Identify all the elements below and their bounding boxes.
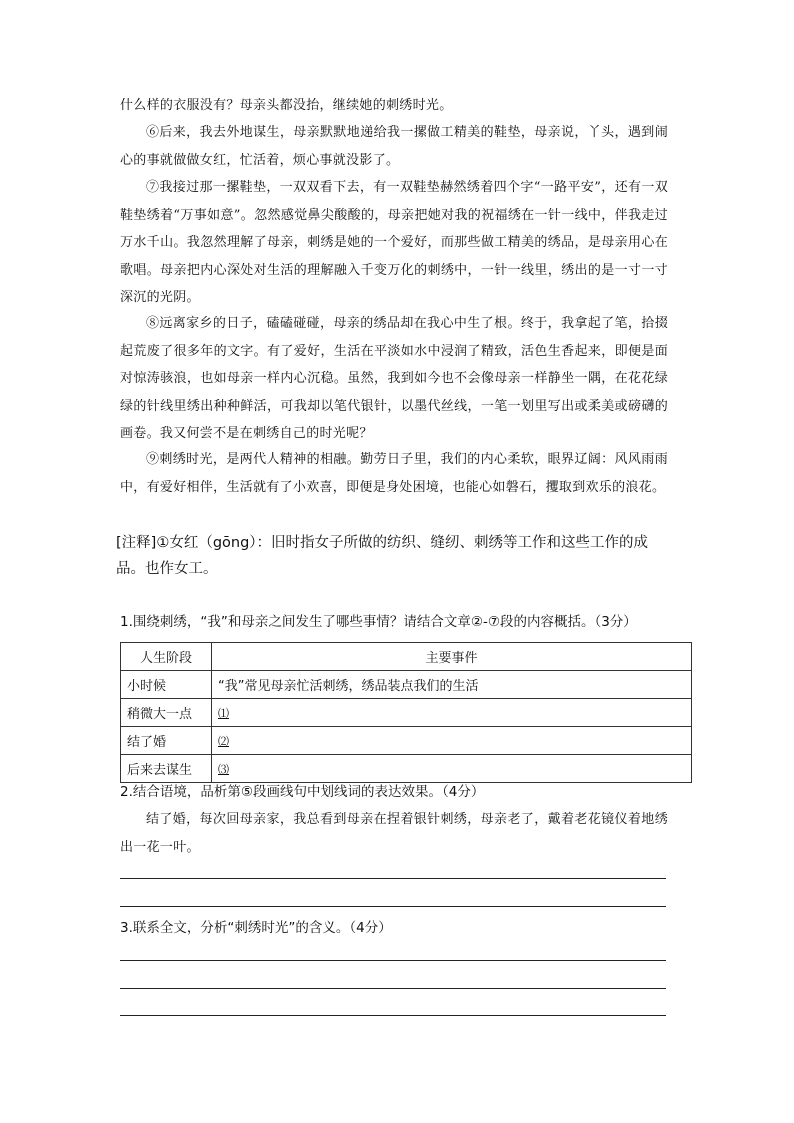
answer-line[interactable] — [120, 906, 666, 907]
question-2: 2.结合语境，品析第⑤段画线句中划线词的表达效果。（4分） — [120, 784, 485, 800]
stage-cell: 后来去谋生 — [121, 755, 212, 783]
event-cell: “我”常见母亲忙活刺绣，绣品装点我们的生活 — [212, 671, 692, 699]
answer-line[interactable] — [120, 1015, 666, 1016]
answer-blank[interactable] — [212, 727, 692, 755]
stage-cell: 稍微大一点 — [121, 699, 212, 727]
table-row — [121, 699, 692, 727]
table-row — [121, 755, 692, 783]
footnote: [注释]①女红（gōng）：旧时指女子所做的纺织、缝纫、刺绣等工作和这些工作的成品。也作女工。 — [116, 535, 649, 577]
paragraph-continued: 什么样的衣服没有？母亲头都没抬，继续她的刺绣时光。 — [120, 98, 453, 113]
paragraph-6: ⑥后来，我去外地谋生，母亲默默地递给我一摞做工精美的鞋垫，母亲说，丫头，遇到闹心的事就做做女红，忙活着，烦心事就没影了。 — [120, 125, 668, 168]
events-table — [120, 642, 692, 783]
stage-cell: 小时候 — [121, 671, 212, 699]
paragraph-8: ⑧远离家乡的日子，磕磕碰碰，母亲的绣品却在我心中生了根。终于，我拿起了笔，拾掇起荒废了很多年的文字。有了爱好，生活在平淡如水中浸润了精致，活色生香起来，即便是面对惊涛骇浪，也如母亲一样内心沉稳。虽然，我到如今也不会像母亲一样静坐一隅，在花花绿绿的针线里绣出种种鲜活，可我却以笔代银针，以墨代丝线，一笔一划里写出或柔美或磅礴的画卷。我又何尝不是在刺绣自己的时光呢？ — [120, 316, 668, 441]
table-row — [121, 671, 692, 699]
answer-line[interactable] — [120, 960, 666, 961]
answer-blank[interactable] — [212, 699, 692, 727]
answer-line[interactable] — [120, 878, 666, 879]
answer-blank[interactable] — [212, 755, 692, 783]
answer-line[interactable] — [120, 988, 666, 989]
blank-number: ⑶ — [218, 762, 229, 776]
table-header-row — [121, 643, 692, 671]
question-3: 3.联系全文，分析“刺绣时光”的含义。（4分） — [120, 920, 392, 936]
paragraph-7: ⑦我接过那一摞鞋垫，一双双看下去，有一双鞋垫赫然绣着四个字“一路平安”，还有一双鞋垫绣着“万事如意”。忽然感觉鼻尖酸酸的，母亲把她对我的祝福绣在一针一线中，伴我走过万水千山。我忽然理解了母亲，刺绣是她的一个爱好，而那些做工精美的绣品，是母亲用心在歌唱。母亲把内心深处对生活的理解融入千变万化的刺绣中，一针一线里，绣出的是一寸一寸深沉的光阴。 — [120, 180, 668, 305]
question-1: 1.围绕刺绣，“我”和母亲之间发生了哪些事情？请结合文章②-⑦段的内容概括。（3分） — [120, 614, 637, 630]
header-event: 主要事件 — [212, 643, 692, 671]
stage-cell: 结了婚 — [121, 727, 212, 755]
quoted-sentence: 结了婚，每次回母亲家，我总看到母亲在捏着银针刺绣，母亲老了，戴着老花镜仪着地绣出一花一叶。 — [120, 812, 668, 855]
table-row — [121, 727, 692, 755]
blank-number: ⑵ — [218, 734, 229, 748]
blank-number: ⑴ — [218, 706, 229, 720]
header-stage: 人生阶段 — [121, 643, 212, 671]
paragraph-9: ⑨刺绣时光，是两代人精神的相融。勤劳日子里，我们的内心柔软，眼界辽阔：风风雨雨中，有爱好相伴，生活就有了小欢喜，即便是身处困境，也能心如磐石，攫取到欢乐的浪花。 — [120, 452, 668, 495]
